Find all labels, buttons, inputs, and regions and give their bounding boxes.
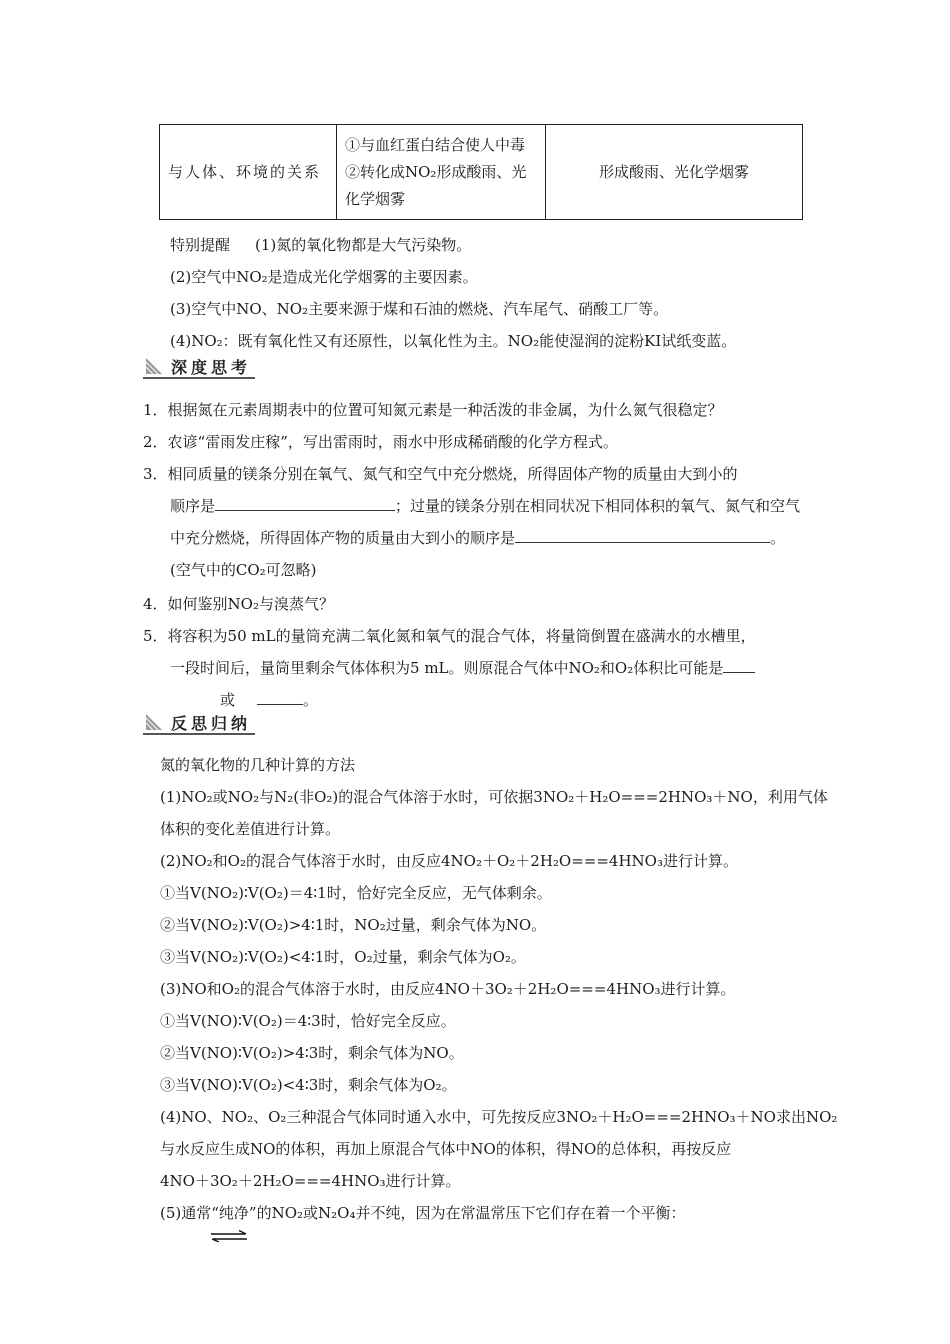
summary-p5: (5)通常“纯净”的NO₂或N₂O₄并不纯，因为在常温常压下它们存在着一个平衡：	[160, 1204, 686, 1222]
answer-blank[interactable]	[723, 658, 755, 673]
nitrogen-oxide-table	[159, 124, 803, 220]
section-marker-icon	[145, 357, 163, 375]
reminder-item-1: (1)氮的氧化物都是大气污染物。	[255, 236, 472, 254]
question-3-line-2	[170, 495, 800, 516]
question-5-line-3	[220, 689, 318, 710]
summary-title: 氮的氧化物的几种计算的方法	[160, 756, 356, 774]
question-4: 4．如何鉴别NO₂与溴蒸气？	[143, 595, 334, 613]
reminder-item-2: (2)空气中NO₂是造成光化学烟雾的主要因素。	[170, 268, 478, 286]
section-header-reflection	[143, 711, 255, 735]
question-3-end: 。	[770, 529, 786, 547]
reminder-item-4: (4)NO₂：既有氧化性又有还原性，以氧化性为主。NO₂能使湿润的淀粉KI试纸变蓝。	[170, 332, 737, 350]
question-3-note: (空气中的CO₂可忽略)	[170, 561, 317, 579]
summary-p1-line-1: (1)NO₂或NO₂与N₂(非O₂)的混合气体溶于水时，可依据3NO₂＋H₂O===2HNO₃＋NO，利用气体	[160, 788, 828, 806]
summary-p2-c: ③当V(NO₂)∶V(O₂)<4∶1时，O₂过量，剩余气体为O₂。	[160, 948, 526, 966]
question-2: 2．农谚“雷雨发庄稼”，写出雷雨时，雨水中形成稀硝酸的化学方程式。	[143, 433, 618, 451]
section-title: 反思归纳	[171, 714, 252, 733]
reminder-item-3: (3)空气中NO、NO₂主要来源于煤和石油的燃烧、汽车尾气、硝酸工厂等。	[170, 300, 669, 318]
question-5-text: 一段时间后，量筒里剩余气体体积为5 mL。则原混合气体中NO₂和O₂体积比可能是	[170, 659, 724, 677]
question-5-or: 或	[220, 691, 236, 709]
summary-p3: (3)NO和O₂的混合气体溶于水时，由反应4NO＋3O₂＋2H₂O===4HNO₃进行计算。	[160, 980, 736, 998]
section-title: 深度思考	[171, 358, 252, 377]
table-row	[160, 125, 803, 220]
answer-blank[interactable]	[215, 496, 395, 511]
question-5-end: 。	[303, 691, 319, 709]
summary-p2: (2)NO₂和O₂的混合气体溶于水时，由反应4NO₂＋O₂＋2H₂O===4HNO₃进行计算。	[160, 852, 738, 870]
question-5-line-1: 5．将容积为50 mL的量筒充满二氧化氮和氧气的混合气体，将量筒倒置在盛满水的水槽里，	[143, 627, 756, 645]
section-marker-icon	[145, 713, 163, 731]
question-3-line-3	[170, 527, 785, 548]
question-3-text: 中充分燃烧，所得固体产物的质量由大到小的顺序是	[170, 529, 516, 547]
summary-p2-a: ①当V(NO₂)∶V(O₂)＝4∶1时，恰好完全反应，无气体剩余。	[160, 884, 552, 902]
question-1: 1．根据氮在元素周期表中的位置可知氮元素是一种活泼的非金属，为什么氮气很稳定？	[143, 401, 723, 419]
question-3-prefix: 顺序是	[170, 497, 216, 515]
summary-p3-a: ①当V(NO)∶V(O₂)＝4∶3时，恰好完全反应。	[160, 1012, 456, 1030]
no2-effect-cell: 形成酸雨、光化学烟雾	[546, 125, 803, 220]
summary-p3-c: ③当V(NO)∶V(O₂)<4∶3时，剩余气体为O₂。	[160, 1076, 457, 1094]
summary-p4-line-2: 与水反应生成NO的体积，再加上原混合气体中NO的体积，得NO的总体积，再按反应	[160, 1140, 732, 1158]
reminder-title: 特别提醒	[170, 236, 231, 254]
question-3-middle: ；过量的镁条分别在相同状况下相同体积的氧气、氮气和空气	[395, 497, 801, 515]
question-3-line-1: 3．相同质量的镁条分别在氧气、氮气和空气中充分燃烧，所得固体产物的质量由大到小的	[143, 465, 738, 483]
answer-blank[interactable]	[515, 528, 770, 543]
table-row-label: 与人体、环境的关系	[160, 125, 337, 220]
summary-p4-line-1: (4)NO、NO₂、O₂三种混合气体同时通入水中，可先按反应3NO₂＋H₂O===2HNO₃＋NO求出NO₂	[160, 1108, 838, 1126]
section-header-deep-thinking	[143, 355, 255, 379]
answer-blank[interactable]	[257, 690, 303, 705]
summary-p3-b: ②当V(NO)∶V(O₂)>4∶3时，剩余气体为NO。	[160, 1044, 464, 1062]
summary-p4-line-3: 4NO＋3O₂＋2H₂O===4HNO₃进行计算。	[160, 1172, 461, 1190]
summary-p2-b: ②当V(NO₂)∶V(O₂)>4∶1时，NO₂过量，剩余气体为NO。	[160, 916, 547, 934]
question-5-line-2	[170, 657, 755, 678]
no-effect-cell: ①与血红蛋白结合使人中毒②转化成NO₂形成酸雨、光化学烟雾	[337, 125, 546, 220]
equilibrium-arrow-icon	[209, 1230, 249, 1242]
summary-p1-line-2: 体积的变化差值进行计算。	[160, 820, 341, 838]
